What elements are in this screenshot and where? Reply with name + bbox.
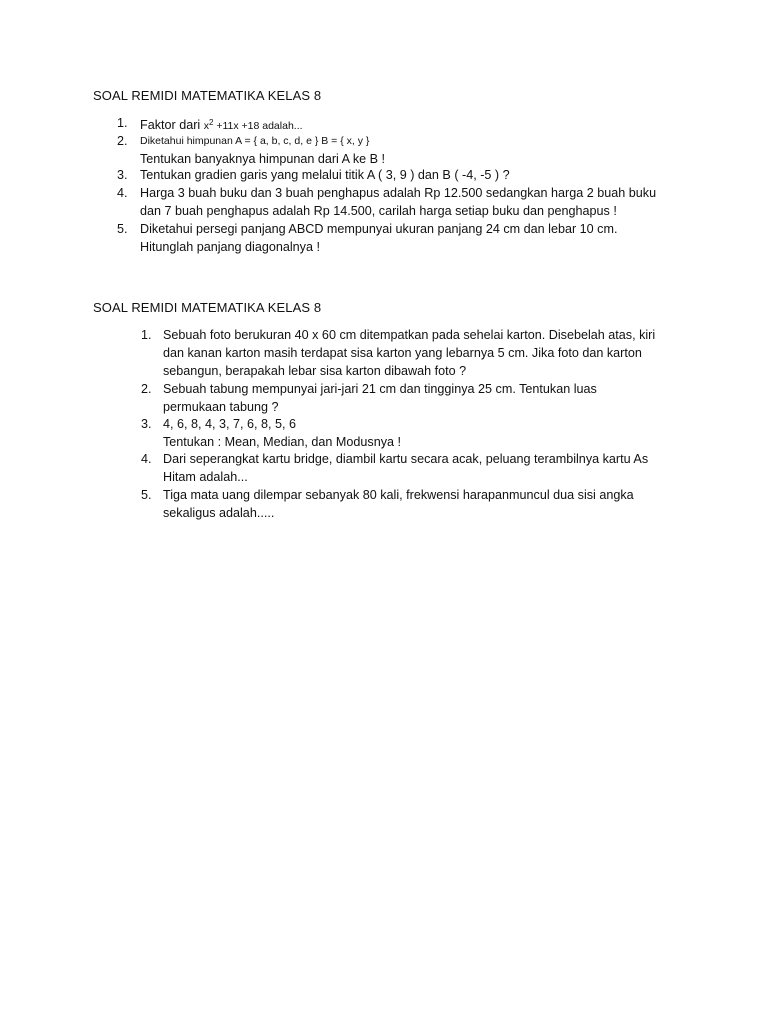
question-line: Harga 3 buah buku dan 3 buah penghapus adalah Rp 12.500 sedangkan harga 2 buah buku bbox=[140, 186, 657, 200]
superscript: 2 bbox=[208, 118, 214, 127]
question-text bbox=[163, 450, 681, 486]
question-line: Tentukan : Mean, Median, dan Modusnya ! bbox=[163, 435, 402, 449]
question-text bbox=[140, 184, 657, 220]
question-text-part: Faktor dari bbox=[140, 118, 204, 132]
question-line: Sebuah foto berukuran 40 x 60 cm ditempatkan pada sehelai karton. Disebelah atas, kiri bbox=[163, 328, 656, 342]
question-text bbox=[140, 132, 657, 168]
question-5 bbox=[117, 220, 657, 256]
question-text-part: x bbox=[203, 120, 209, 132]
question-text bbox=[163, 380, 681, 416]
question-line: sebangun, berapakah lebar sisa karton dibawah foto ? bbox=[163, 364, 467, 378]
question-3 bbox=[141, 415, 681, 451]
question-text bbox=[140, 220, 657, 256]
question-text bbox=[163, 486, 681, 522]
question-5 bbox=[141, 486, 681, 522]
question-line: dan 7 buah penghapus adalah Rp 14.500, carilah harga setiap buku dan penghapus ! bbox=[140, 204, 617, 218]
question-line: permukaan tabung ? bbox=[163, 400, 279, 414]
question-number: 2. bbox=[141, 382, 152, 396]
question-number: 5. bbox=[141, 488, 152, 502]
question-text-part: +11x +18 adalah... bbox=[213, 120, 303, 132]
question-line: Hitam adalah... bbox=[163, 470, 248, 484]
section-2-title: SOAL REMIDI MATEMATIKA KELAS 8 bbox=[93, 300, 322, 315]
question-line: Diketahui persegi panjang ABCD mempunyai ukuran panjang 24 cm dan lebar 10 cm. bbox=[140, 222, 618, 236]
question-line: Tentukan gradien garis yang melalui titik A ( 3, 9 ) dan B ( -4, -5 ) ? bbox=[140, 168, 510, 182]
question-line: dan kanan karton masih terdapat sisa karton yang lebarnya 5 cm. Jika foto dan karton bbox=[163, 346, 642, 360]
question-number: 1. bbox=[141, 328, 152, 342]
question-number: 3. bbox=[117, 168, 128, 182]
question-4 bbox=[117, 184, 657, 220]
question-text bbox=[163, 415, 681, 451]
question-number: 5. bbox=[117, 222, 128, 236]
section-1-title: SOAL REMIDI MATEMATIKA KELAS 8 bbox=[93, 88, 322, 103]
question-line: Diketahui himpunan A = { a, b, c, d, e } B = { x, y } bbox=[140, 135, 370, 147]
question-line: 4, 6, 8, 4, 3, 7, 6, 8, 5, 6 bbox=[163, 417, 297, 431]
question-line: Sebuah tabung mempunyai jari-jari 21 cm dan tingginya 25 cm. Tentukan luas bbox=[163, 382, 597, 396]
question-number: 4. bbox=[141, 452, 152, 466]
question-4 bbox=[141, 450, 681, 486]
question-2 bbox=[141, 380, 681, 416]
question-line: Hitunglah panjang diagonalnya ! bbox=[140, 240, 320, 254]
question-line: Tentukan banyaknya himpunan dari A ke B ! bbox=[140, 152, 386, 166]
question-number: 4. bbox=[117, 186, 128, 200]
question-line: Tiga mata uang dilempar sebanyak 80 kali, frekwensi harapanmuncul dua sisi angka bbox=[163, 488, 634, 502]
question-number: 1. bbox=[117, 116, 128, 130]
question-line: Dari seperangkat kartu bridge, diambil kartu secara acak, peluang terambilnya kartu As bbox=[163, 452, 649, 466]
question-2 bbox=[117, 132, 657, 168]
question-line: sekaligus adalah..... bbox=[163, 506, 275, 520]
question-text bbox=[163, 326, 681, 380]
question-number: 3. bbox=[141, 417, 152, 431]
question-3 bbox=[117, 166, 657, 184]
question-number: 2. bbox=[117, 134, 128, 148]
question-text bbox=[140, 166, 657, 184]
question-1 bbox=[141, 326, 681, 380]
